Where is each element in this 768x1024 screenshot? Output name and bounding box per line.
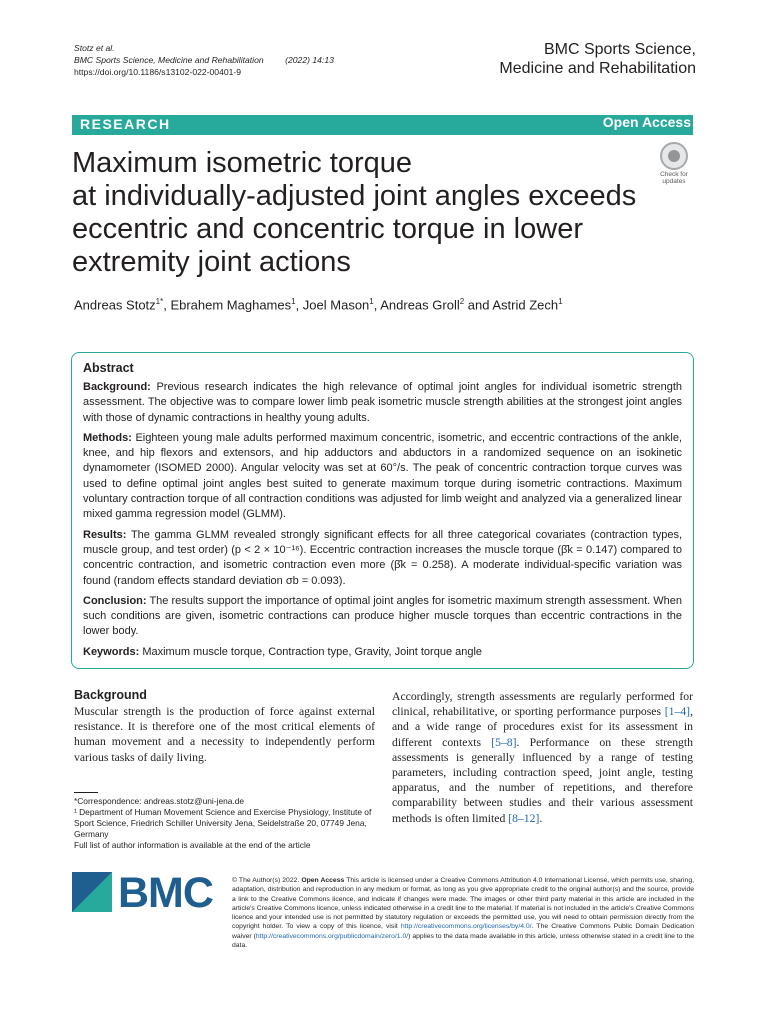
full-list-note: Full list of author information is available at the end of the article	[74, 840, 311, 850]
citation-link[interactable]: [8–12]	[508, 811, 540, 825]
abstract-box	[71, 352, 694, 669]
research-label: RESEARCH	[80, 116, 171, 132]
citation-meta	[74, 42, 334, 78]
affiliation: ¹ Department of Human Movement Science and Exercise Physiology, Institute of Sport Science, Friedrich Schiller University Jena, Seidelstraße 20, 07749 Jena, Germany	[74, 807, 372, 839]
journal-name	[499, 40, 696, 78]
citation-link[interactable]: [5–8]	[491, 735, 517, 749]
abstract-background: Background: Previous research indicates the high relevance of optimal joint angles for individual isometric strength assessment. The objective was to compare lower limb peak isometric muscle strength abilities at the strongest joint angles with those of dynamic contractions in healthy young adults.	[83, 381, 682, 424]
license-link[interactable]: http://creativecommons.org/licenses/by/4.0/	[400, 923, 532, 931]
body-column-left: Muscular strength is the production of force against external resistance. It is therefore one of the most critical elements of human movement and a necessity to independently perform various tasks of daily living.	[74, 705, 375, 764]
title-line4: extremity joint actions	[72, 246, 351, 278]
title-line1: Maximum isometric torque	[72, 147, 413, 179]
journal-italic: BMC Sports Science, Medicine and Rehabilitation	[74, 55, 264, 65]
open-access-label: Open Access	[602, 114, 691, 130]
abstract-results: Results: The gamma GLMM revealed strongly significant effects for all three categorical covariates (contraction types, muscle group, and test order) (p < 2 × 10⁻¹⁶). Eccentric contraction increases the muscle torque (β̂k = 0.147) compared to concentric contraction, and isometric contraction even more (β̂k = 0.258). A moderate individual-specific variation was found (random effects standard deviation σb = 0.093).	[83, 528, 683, 587]
author-name[interactable]: , Andreas Groll	[373, 297, 460, 313]
footnotes	[74, 796, 374, 851]
research-banner	[72, 115, 693, 135]
journal-line1: BMC Sports Science,	[543, 41, 696, 58]
author-name[interactable]: and Astrid Zech	[464, 297, 559, 313]
article-title	[72, 147, 642, 279]
title-line2: at individually-adjusted joint angles exceeds	[72, 180, 637, 212]
author-name[interactable]: , Joel Mason	[295, 297, 370, 313]
citation-line	[74, 54, 334, 66]
public-domain-link[interactable]: http://creativecommons.org/publicdomain/zero/1.0/	[255, 932, 409, 940]
check-updates-icon	[660, 142, 688, 170]
body-column-right: Accordingly, strength assessments are regularly performed for clinical, rehabilitative, or sporting performance purposes [1–4], and a wide range of procedures exist for its assessment in different contexts [5–8]. Performance on these strength assessments is generally influenced by a range of testing parameters, including contraction speed, joint angle, testing apparatus, and the number of repetitions, and therefore comparability between studies and their various assessment methods is often limited [8–12].	[392, 690, 693, 825]
author-list: Andreas Stotz$^{1*}$, Ebrahem Maghames$^1$, Joel Mason$^1$, Andreas Groll$^2$ and Astrid Zech$^1$	[74, 297, 563, 313]
bmc-logo-text: BMC	[118, 869, 213, 917]
doi-link[interactable]: https://doi.org/10.1186/s13102-022-00401-9	[74, 67, 242, 77]
footnote-divider	[74, 792, 98, 793]
check-updates-label: Check for updates	[660, 171, 688, 185]
abstract-methods: Methods: Eighteen young male adults performed maximum concentric, isometric, and eccentric contractions of the ankle, knee, and hip flexors and extensors, and hip adductors and abductors in a randomized sequence on an isokinetic dynamometer (ISOMED 2000). Angular velocity was set at 60°/s. The peak of concentric contraction torque curves was used to define optimal joint angles best suited to generate maximum torque during isometric contractions. Maximum voluntary contraction torque of all contraction conditions was adjusted for limb weight and analyzed via a generalized linear mixed gamma regression model (GLMM).	[83, 431, 682, 521]
year-volume: (2022) 14:13	[285, 55, 334, 65]
journal-line2: Medicine and Rehabilitation	[499, 60, 696, 77]
section-heading-background: Background	[74, 688, 147, 702]
abstract-keywords: Keywords: Maximum muscle torque, Contraction type, Gravity, Joint torque angle	[83, 645, 483, 658]
check-for-updates-badge[interactable]	[654, 140, 694, 185]
abstract-heading: Abstract	[83, 361, 134, 375]
title-line3: eccentric and concentric torque in lower	[72, 213, 583, 245]
author-name[interactable]: Andreas Stotz	[74, 297, 156, 313]
correspondence: *Correspondence: andreas.stotz@uni-jena.de	[74, 796, 245, 806]
author-name[interactable]: , Ebrahem Maghames	[163, 297, 292, 313]
citation-link[interactable]: [1–4]	[664, 705, 691, 719]
authors-short: Stotz et al.	[74, 43, 115, 53]
license-text: © The Author(s) 2022. Open Access This article is licensed under a Creative Commons Attribution 4.0 International License, which permits use, sharing, adaptation, distribution and reproduction in any medium or format, as long as you give appropriate credit to the original author(s) and the source, provide a link to the Creative Commons licence, and indicate if changes were made. The images or other third party material in this article are included in the article's Creative Commons licence, unless indicated otherwise in a credit line to the material. If material is not included in the article's Creative Commons licence and your intended use is not permitted by statutory regulation or exceeds the permitted use, you will need to obtain permission directly from the copyright holder. To view a copy of this licence, visit http://creativecommons.org/licenses/by/4.0/. The Creative Commons Public Domain Dedication waiver (http://creativecommons.org/publicdomain/zero/1.0/) applies to the data made available in this article, unless otherwise stated in a credit line to the data.	[232, 877, 694, 950]
abstract-conclusion: Conclusion: The results support the importance of optimal joint angles for isometric maximum strength assessment. When such conditions are given, isometric contractions can produce higher muscle torques than eccentric contractions in the lower body.	[83, 594, 682, 638]
